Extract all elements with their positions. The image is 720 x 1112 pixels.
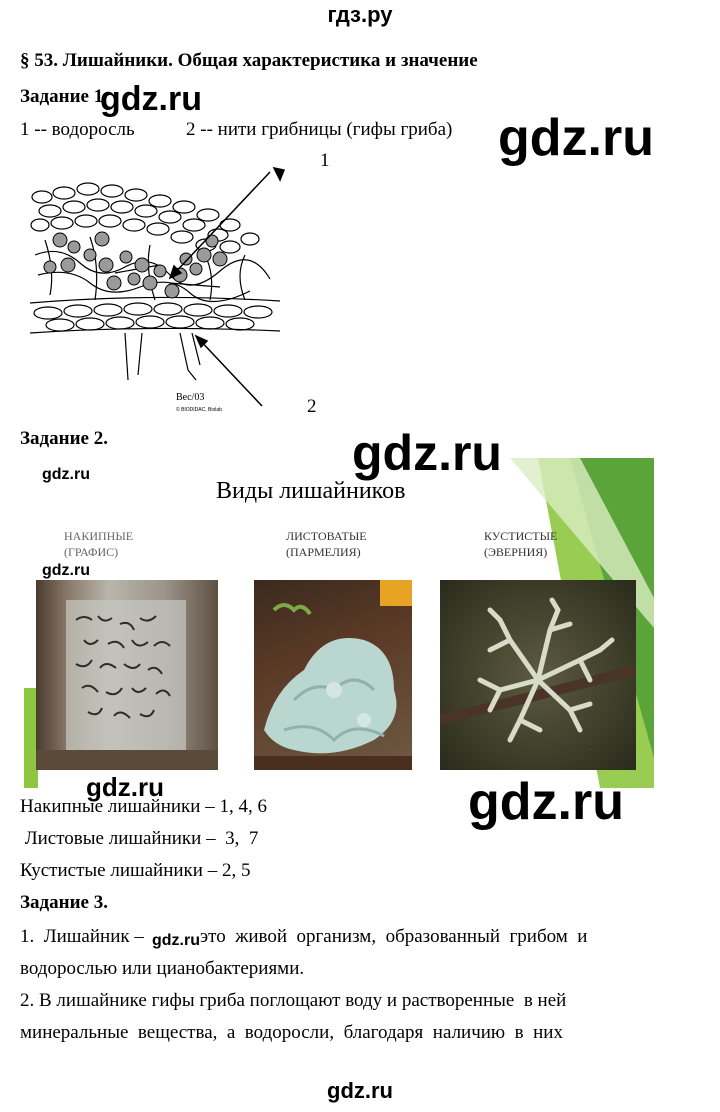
watermark-small: gdz.ru [42,562,90,579]
task3-p1-rest: это живой организм, образованный грибом и [200,926,588,947]
diagram-arrows [150,160,290,410]
arrow-to-hyphae [196,336,262,406]
diagram-label-2: 2 [307,396,317,417]
arrow-to-algae [170,172,270,278]
task3-heading: Задание 3. [20,892,108,913]
diagram-label-1: 1 [320,150,330,171]
crustose-pattern [36,580,218,770]
photo-fruticose-lichen [440,580,636,770]
slide-title: Виды лишайников [216,478,406,504]
section-title: § 53. Лишайники. Общая характеристика и значение [20,50,478,71]
fruticose-shape [440,580,636,770]
foliose-shape [254,580,412,770]
watermark-small: gdz.ru [152,932,200,949]
drawing-credit: © BIODIDAC, Biolab [176,407,222,413]
type-caption-foliose: ЛИСТОВАТЫЕ (ПАРМЕЛИЯ) [286,529,367,559]
type-caption-crustose: НАКИПНЫЕ (ГРАФИС) [64,529,134,559]
photo-crustose-lichen [36,580,218,770]
watermark-small: gdz.ru [42,466,90,483]
task1-legend-1: 1 -- водоросль [20,119,135,140]
task3-p2-line1: 2. В лишайнике гифы гриба поглощают воду и растворенные в ней [20,990,567,1011]
svg-text:.: . [590,746,592,752]
type-caption-fruticose: КУСТИСТЫЕ (ЭВЕРНИЯ) [484,529,558,559]
drawing-signature: Bec/03 [176,392,205,403]
watermark: gdz.ru [352,425,502,481]
task3-p2-line2: минеральные вещества, а водоросли, благодаря наличию в них [20,1022,563,1043]
watermark: gdz.ru [498,109,654,167]
task2-heading: Задание 2. [20,428,108,449]
answer-crustose: Накипные лишайники – 1, 4, 6 [20,796,267,817]
pointer-triangle [274,168,284,180]
site-footer[interactable]: gdz.ru [327,1078,393,1103]
watermark: gdz.ru [100,80,202,118]
site-header[interactable]: гдз.ру [327,2,393,27]
watermark: gdz.ru [468,773,624,831]
task3-p1-end: водорослью или цианобактериями. [20,958,305,979]
task3-p1-start: 1. Лишайник – [20,926,144,947]
photo-foliose-lichen [254,580,412,770]
answer-fruticose: Кустистые лишайники – 2, 5 [20,860,251,881]
watermark: gdz.ru [86,772,164,802]
lichen-types-slide [24,458,654,788]
task1-heading: Задание 1 [20,86,104,107]
task1-legend-2: 2 -- нити грибницы (гифы гриба) [186,119,453,140]
answer-foliose: Листовые лишайники – 3, 7 [20,828,259,849]
